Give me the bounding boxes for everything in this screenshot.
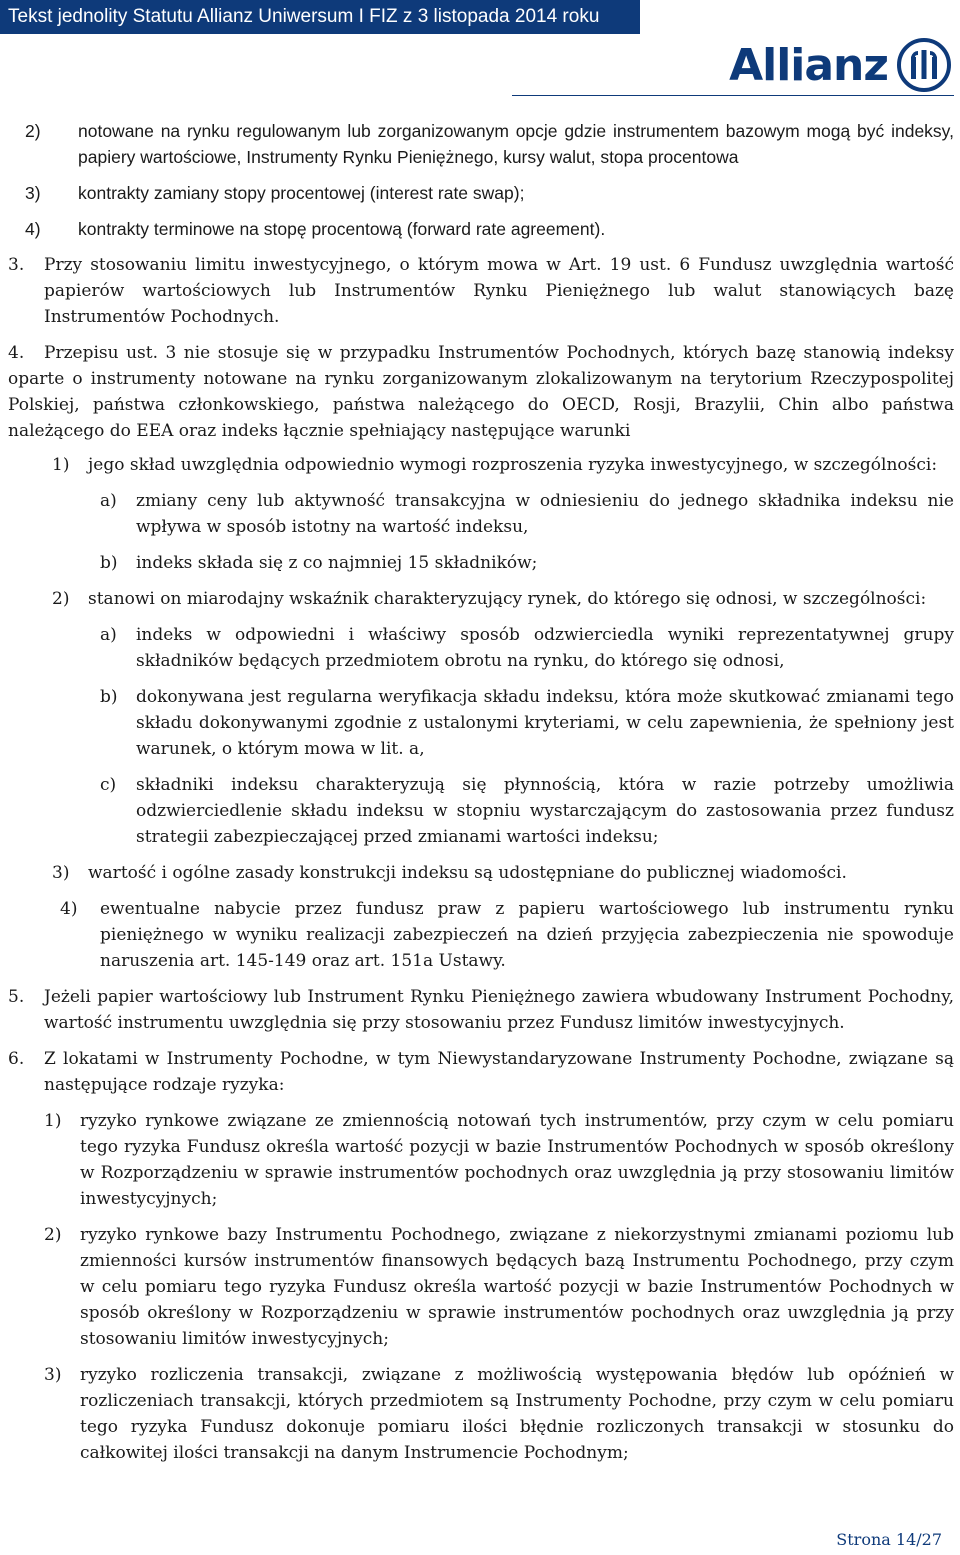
list-item <box>8 1108 954 1212</box>
item-text: indeks składa się z co najmniej 15 składników; <box>136 553 538 573</box>
section-6 <box>8 1046 954 1098</box>
item-number: 4) <box>25 219 41 239</box>
list-item <box>8 118 954 170</box>
section-5 <box>8 984 954 1036</box>
item-number: 2) <box>44 1225 62 1245</box>
item-text: wartość i ogólne zasady konstrukcji indeksu są udostępniane do publicznej wiadomości. <box>88 863 847 883</box>
item-number: 1) <box>52 455 70 475</box>
list-item <box>8 216 954 242</box>
list-item <box>8 896 954 974</box>
item-number: 2) <box>25 121 41 141</box>
section-number: 3. <box>8 255 25 275</box>
section-text: Przy stosowaniu limitu inwestycyjnego, o którym mowa w Art. 19 ust. 6 Fundusz uwzględnia wartość papierów wartościowych lub Instrumentów Rynku Pieniężnego lub walut stanowiących bazę Instrumentów Pochodnych. <box>44 255 954 327</box>
item-text: ewentualne nabycie przez fundusz praw z papieru wartościowego lub instrumentu rynku pieniężnego w wyniku realizacji zabezpieczeń na dzień przyjęcia zabezpieczenia nie spowoduje naruszenia art. 145-149 oraz art. 151a Ustawy. <box>100 899 954 971</box>
section-number: 4. <box>8 343 25 363</box>
section-3 <box>8 252 954 330</box>
header-divider <box>512 95 954 96</box>
document-header-title: Tekst jednolity Statutu Allianz Uniwersum I FIZ z 3 listopada 2014 roku <box>0 0 640 34</box>
item-number: 3) <box>52 863 70 883</box>
section-text: Przepisu ust. 3 nie stosuje się w przypadku Instrumentów Pochodnych, których bazę stanowią indeksy oparte o instrumenty notowane na rynku zorganizowanym zlokalizowanym na terytorium Rzeczypospolitej Polskiej, państwa członkowskiego, państwa należącego do OECD, Rosji, Brazylii, Chin albo państwa należącego do EEA oraz indeks łącznie spełniający następujące warunki <box>8 343 954 441</box>
item-number: 2) <box>52 589 70 609</box>
section-4 <box>8 340 954 444</box>
item-text: kontrakty zamiany stopy procentowej (interest rate swap); <box>78 183 525 203</box>
list-item <box>8 860 954 886</box>
list-item <box>8 488 954 540</box>
item-text: ryzyko rynkowe bazy Instrumentu Pochodnego, związane z niekorzystnymi zmianami poziomu lub zmienności kursów instrumentów finansowych będących bazą Instrumentu Pochodnego, przy czym w celu pomiaru tego ryzyka Fundusz określa wartość pozycji w bazie Instrumentów Pochodnych w sposób określony w Rozporządzeniu w sprawie instrumentów pochodnych oraz uwzględnia ją przy stosowaniu limitów inwestycyjnych; <box>80 1225 954 1349</box>
list-item <box>8 1222 954 1352</box>
item-text: kontrakty terminowe na stopę procentową (forward rate agreement). <box>78 219 606 239</box>
item-text: jego skład uwzględnia odpowiednio wymogi rozproszenia ryzyka inwestycyjnego, w szczególności: <box>88 455 938 475</box>
list-item <box>8 586 954 612</box>
list-item <box>8 772 954 850</box>
allianz-eagle-icon <box>896 37 952 93</box>
item-letter: a) <box>100 625 117 645</box>
section-text: Jeżeli papier wartościowy lub Instrument Rynku Pieniężnego zawiera wbudowany Instrument Pochodny, wartość instrumentu uwzględnia się przy stosowaniu przez Fundusz limitów inwestycyjnych. <box>44 987 954 1033</box>
section-text: Z lokatami w Instrumenty Pochodne, w tym Niewystandaryzowane Instrumenty Pochodne, związane są następujące rodzaje ryzyka: <box>44 1049 954 1095</box>
list-item <box>8 1362 954 1466</box>
item-number: 3) <box>44 1365 62 1385</box>
logo-text: Allianz <box>729 39 888 91</box>
item-text: zmiany ceny lub aktywność transakcyjna w odniesieniu do jednego składnika indeksu nie wpływa w sposób istotny na wartość indeksu, <box>136 491 954 537</box>
item-text: indeks w odpowiedni i właściwy sposób odzwierciedla wyniki reprezentatywnej grupy składników będących przedmiotem obrotu na rynku, do którego się odnosi, <box>136 625 954 671</box>
list-item <box>8 684 954 762</box>
document-body <box>8 118 954 1466</box>
list-item <box>8 180 954 206</box>
list-item <box>8 622 954 674</box>
item-text: notowane na rynku regulowanym lub zorganizowanym opcje gdzie instrumentem bazowym mogą być indeksy, papiery wartościowe, Instrumenty Rynku Pieniężnego, kursy walut, stopa procentowa <box>78 121 954 167</box>
item-text: dokonywana jest regularna weryfikacja składu indeksu, która może skutkować zmianami tego składu dokonywanymi zgodnie z ustalonymi kryteriami, w celu zapewnienia, że spełniony jest warunek, o którym mowa w lit. a, <box>136 687 954 759</box>
list-item <box>8 550 954 576</box>
list-item <box>8 452 954 478</box>
item-letter: a) <box>100 491 117 511</box>
item-number: 1) <box>44 1111 62 1131</box>
item-letter: c) <box>100 775 117 795</box>
item-text: składniki indeksu charakteryzują się płynnością, która w razie potrzeby umożliwia odzwierciedlenie składu indeksu w stopniu wystarczającym do zastosowania przez fundusz strategii zabezpieczającej przed zmianami wartości indeksu; <box>136 775 954 847</box>
item-number: 4) <box>60 899 78 919</box>
item-text: ryzyko rozliczenia transakcji, związane z możliwością występowania błędów lub opóźnień w rozliczeniach transakcji, których przedmiotem są Instrumenty Pochodne, przy czym w celu pomiaru tego ryzyka Fundusz dokonuje pomiaru ilości błędnie rozliczonych transakcji w stosunku do całkowitej ilości transakcji na danym Instrumencie Pochodnym; <box>80 1365 954 1463</box>
item-number: 3) <box>25 183 41 203</box>
page-number: Strona 14/27 <box>836 1530 942 1549</box>
section-number: 6. <box>8 1049 25 1069</box>
item-text: ryzyko rynkowe związane ze zmiennością notowań tych instrumentów, przy czym w celu pomiaru tego ryzyka Fundusz określa wartość pozycji w bazie Instrumentów Pochodnych w sposób określony w Rozporządzeniu w sprawie instrumentów pochodnych oraz uwzględnia ją przy stosowaniu limitów inwestycyjnych; <box>80 1111 954 1209</box>
item-letter: b) <box>100 553 118 573</box>
section-number: 5. <box>8 987 25 1007</box>
item-letter: b) <box>100 687 118 707</box>
item-text: stanowi on miarodajny wskaźnik charakteryzujący rynek, do którego się odnosi, w szczególności: <box>88 589 927 609</box>
allianz-logo <box>729 36 952 94</box>
